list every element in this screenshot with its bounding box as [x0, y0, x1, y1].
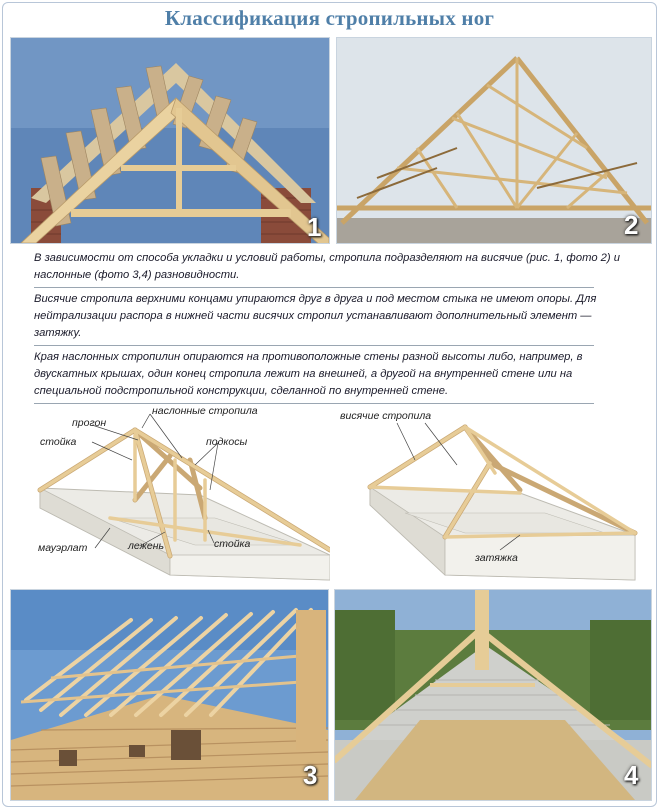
photo-number: 2: [624, 210, 639, 240]
photo-number: 1: [307, 212, 322, 242]
photo-1: [10, 37, 330, 244]
divider: [34, 345, 594, 346]
label-podkosy: подкосы: [206, 436, 248, 448]
hanging-rafters-render-image: [11, 38, 329, 243]
label-stoyka-bottom: стойка: [214, 538, 251, 550]
label-progon: прогон: [72, 417, 107, 429]
label-mauerlat: мауэрлат: [38, 542, 88, 554]
label-stoyka-top: стойка: [40, 436, 77, 448]
photo-2: [336, 37, 652, 244]
hanging-rafters-diagram: [335, 405, 640, 585]
paragraph-layered: Края наслонных стропилин опираются на противоположные стены разной высоты либо, например, в двускатных крышах, один конец стропила лежит на внешней, а другой на внутренней стене или на специальной подстропильной конструкции, сделанной по внутренней стене.: [34, 351, 583, 397]
layered-rafters-diagram: [30, 400, 330, 585]
label-zatyazhka: затяжка: [475, 552, 518, 564]
divider: [34, 287, 594, 288]
photo-number: 3: [303, 760, 318, 790]
photo-4: [334, 589, 652, 801]
log-house-rafters-image: [11, 590, 328, 800]
block-house-rafters-image: [335, 590, 651, 800]
photo-3: [10, 589, 329, 801]
page-title: Классификация стропильных ног: [164, 6, 495, 30]
description-text: [34, 250, 634, 407]
hanging-rafters-photo-image: [337, 38, 651, 243]
paragraph-hanging: Висячие стропила верхними концами упираются друг в друга и под местом стыка не имеют опоры. Для нейтрализации распора в нижней части висячих стропил устанавливают дополнительный элемент — затяжку.: [34, 293, 597, 339]
label-lezhen: лежень: [128, 540, 165, 552]
label-naslonnye-stropila: наслонные стропила: [152, 405, 258, 417]
label-visyachie-stropila: висячие стропила: [340, 410, 432, 422]
paragraph-types: В зависимости от способа укладки и условий работы, стропила подразделяют на висячие (рис. 1, фото 2) и наслонные (фото 3,4) разновидности.: [34, 252, 620, 281]
photo-number: 4: [624, 760, 639, 790]
